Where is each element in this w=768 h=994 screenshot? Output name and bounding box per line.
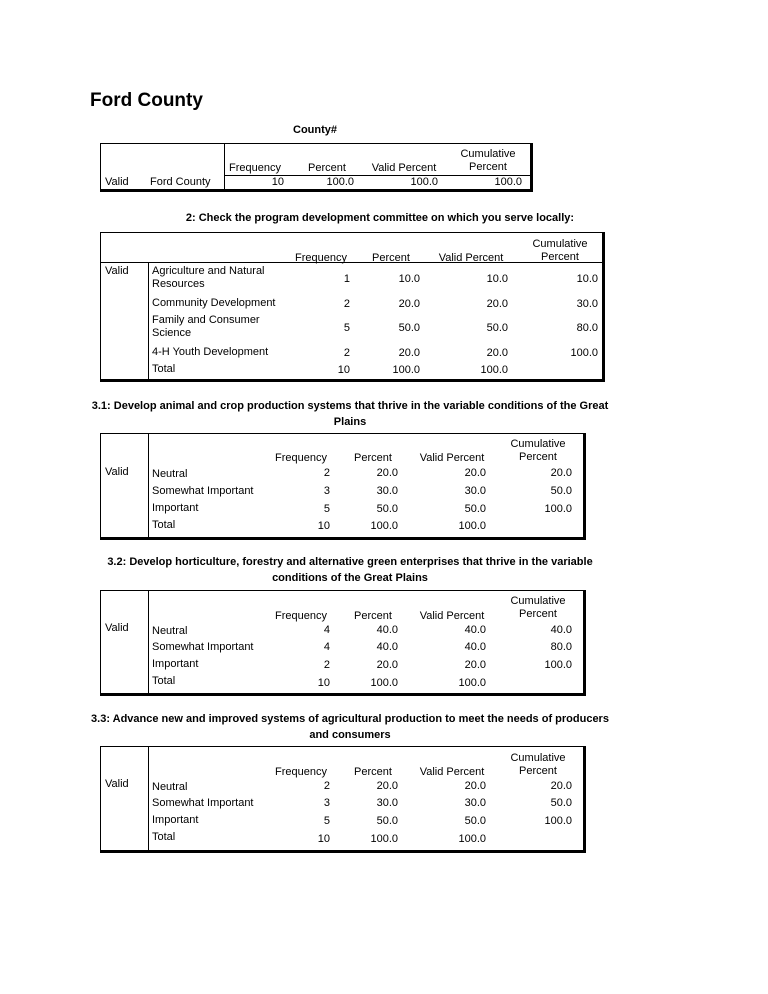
- cell-frequency: 5: [323, 503, 330, 515]
- table-q3-1-title: 3.1: Develop animal and crop production systems that thrive in the variable conditions of the Great Plains: [91, 400, 609, 428]
- row-label: Neutral: [152, 468, 188, 480]
- cell-valid-percent: 20.0: [486, 347, 508, 359]
- header-cumulative: Cumulative Percent: [510, 595, 566, 620]
- cell-cumulative: 80.0: [550, 641, 572, 653]
- cell-percent: 40.0: [376, 624, 398, 636]
- cell-percent: 20.0: [376, 659, 398, 671]
- row-label: Important: [152, 658, 199, 670]
- column-divider: [148, 590, 149, 694]
- cell-frequency: 4: [323, 641, 330, 653]
- cell-percent: 100.0: [392, 364, 420, 376]
- valid-label: Valid: [105, 265, 129, 277]
- cell-frequency: 10: [337, 364, 350, 376]
- cell-frequency: 3: [323, 797, 330, 809]
- cell-cumulative: 100.0: [544, 503, 572, 515]
- cell-frequency: 5: [323, 815, 330, 827]
- row-label: Ford County: [150, 176, 211, 188]
- cell-percent: 100.0: [370, 677, 398, 689]
- cell-valid-percent: 10.0: [486, 273, 508, 285]
- cell-frequency: 10: [317, 520, 330, 532]
- cell-frequency: 1: [343, 273, 350, 285]
- row-label: Neutral: [152, 781, 188, 793]
- cell-valid-percent: 30.0: [464, 485, 486, 497]
- row-label: Total: [152, 363, 176, 375]
- row-label: 4-H Youth Development: [152, 346, 269, 358]
- header-frequency: Frequency: [275, 452, 327, 464]
- cell-percent: 40.0: [376, 641, 398, 653]
- cell-cumulative: 100.0: [544, 659, 572, 671]
- header-valid-percent: Valid Percent: [438, 252, 504, 264]
- valid-label: Valid: [105, 466, 129, 478]
- column-divider: [148, 262, 149, 380]
- header-frequency: Frequency: [275, 610, 327, 622]
- table-county-title: County#: [293, 124, 337, 136]
- cell-cumulative: 20.0: [550, 780, 572, 792]
- column-divider: [224, 143, 225, 190]
- cell-frequency: 2: [343, 298, 350, 310]
- cell-valid-percent: 100.0: [458, 520, 486, 532]
- header-valid-percent: Valid Percent: [419, 610, 485, 622]
- column-divider: [148, 746, 149, 851]
- cell-percent: 100.0: [370, 833, 398, 845]
- cell-cumulative: 20.0: [550, 467, 572, 479]
- row-label: Total: [152, 831, 176, 843]
- cell-cumulative: 50.0: [550, 797, 572, 809]
- row-label: Important: [152, 814, 199, 826]
- column-divider: [148, 433, 149, 538]
- cell-percent: 100.0: [370, 520, 398, 532]
- cell-valid-percent: 100.0: [410, 176, 438, 188]
- cell-percent: 20.0: [376, 780, 398, 792]
- cell-valid-percent: 20.0: [464, 659, 486, 671]
- cell-percent: 20.0: [398, 347, 420, 359]
- row-label: Important: [152, 502, 199, 514]
- header-frequency: Frequency: [295, 252, 347, 264]
- cell-frequency: 10: [271, 176, 284, 188]
- row-label: Agriculture and Natural Resources: [152, 265, 265, 290]
- header-frequency: Frequency: [275, 766, 327, 778]
- cell-frequency: 2: [343, 347, 350, 359]
- cell-percent: 10.0: [398, 273, 420, 285]
- header-valid-percent: Valid Percent: [371, 162, 437, 174]
- valid-label: Valid: [105, 176, 129, 188]
- cell-frequency: 4: [323, 624, 330, 636]
- cell-frequency: 10: [317, 833, 330, 845]
- header-percent: Percent: [308, 162, 346, 174]
- row-label: Total: [152, 675, 176, 687]
- header-percent: Percent: [354, 610, 392, 622]
- cell-valid-percent: 50.0: [464, 503, 486, 515]
- cell-cumulative: 100.0: [570, 347, 598, 359]
- row-label: Family and Consumer Science: [152, 314, 260, 339]
- cell-valid-percent: 50.0: [486, 322, 508, 334]
- header-frequency: Frequency: [229, 162, 281, 174]
- cell-frequency: 2: [323, 467, 330, 479]
- cell-percent: 30.0: [376, 485, 398, 497]
- header-cumulative: Cumulative Percent: [460, 148, 516, 173]
- cell-valid-percent: 20.0: [464, 780, 486, 792]
- cell-cumulative: 50.0: [550, 485, 572, 497]
- cell-valid-percent: 20.0: [464, 467, 486, 479]
- cell-cumulative: 100.0: [544, 815, 572, 827]
- row-label: Neutral: [152, 625, 188, 637]
- header-percent: Percent: [354, 452, 392, 464]
- header-percent: Percent: [354, 766, 392, 778]
- cell-frequency: 5: [343, 322, 350, 334]
- cell-percent: 30.0: [376, 797, 398, 809]
- cell-percent: 50.0: [376, 503, 398, 515]
- cell-cumulative: 80.0: [576, 322, 598, 334]
- header-valid-percent: Valid Percent: [419, 452, 485, 464]
- cell-cumulative: 10.0: [576, 273, 598, 285]
- valid-label: Valid: [105, 778, 129, 790]
- header-percent: Percent: [372, 252, 410, 264]
- row-label: Somewhat Important: [152, 797, 254, 809]
- header-cumulative: Cumulative Percent: [510, 752, 566, 777]
- table-q3-2-title: 3.2: Develop horticulture, forestry and alternative green enterprises that thrive in the variable conditions of the Great Plains: [107, 556, 593, 584]
- cell-frequency: 10: [317, 677, 330, 689]
- row-label: Somewhat Important: [152, 485, 254, 497]
- cell-percent: 20.0: [398, 298, 420, 310]
- cell-frequency: 2: [323, 659, 330, 671]
- row-label: Somewhat Important: [152, 641, 254, 653]
- cell-frequency: 3: [323, 485, 330, 497]
- cell-cumulative: 40.0: [550, 624, 572, 636]
- row-label: Community Development: [152, 297, 276, 309]
- header-valid-percent: Valid Percent: [419, 766, 485, 778]
- header-cumulative: Cumulative Percent: [532, 238, 588, 263]
- cell-percent: 20.0: [376, 467, 398, 479]
- cell-valid-percent: 30.0: [464, 797, 486, 809]
- cell-valid-percent: 40.0: [464, 624, 486, 636]
- cell-cumulative: 100.0: [494, 176, 522, 188]
- valid-label: Valid: [105, 622, 129, 634]
- cell-cumulative: 30.0: [576, 298, 598, 310]
- cell-percent: 100.0: [326, 176, 354, 188]
- cell-valid-percent: 100.0: [480, 364, 508, 376]
- cell-valid-percent: 100.0: [458, 677, 486, 689]
- cell-frequency: 2: [323, 780, 330, 792]
- table-q2-title: 2: Check the program development committee on which you serve locally:: [185, 212, 575, 224]
- cell-percent: 50.0: [398, 322, 420, 334]
- header-cumulative: Cumulative Percent: [510, 438, 566, 463]
- cell-valid-percent: 100.0: [458, 833, 486, 845]
- table-q3-3-title: 3.3: Advance new and improved systems of agricultural production to meet the needs of producers and consumers: [91, 713, 609, 741]
- cell-percent: 50.0: [376, 815, 398, 827]
- cell-valid-percent: 20.0: [486, 298, 508, 310]
- cell-valid-percent: 40.0: [464, 641, 486, 653]
- row-label: Total: [152, 519, 176, 531]
- page-title: Ford County: [90, 90, 203, 111]
- cell-valid-percent: 50.0: [464, 815, 486, 827]
